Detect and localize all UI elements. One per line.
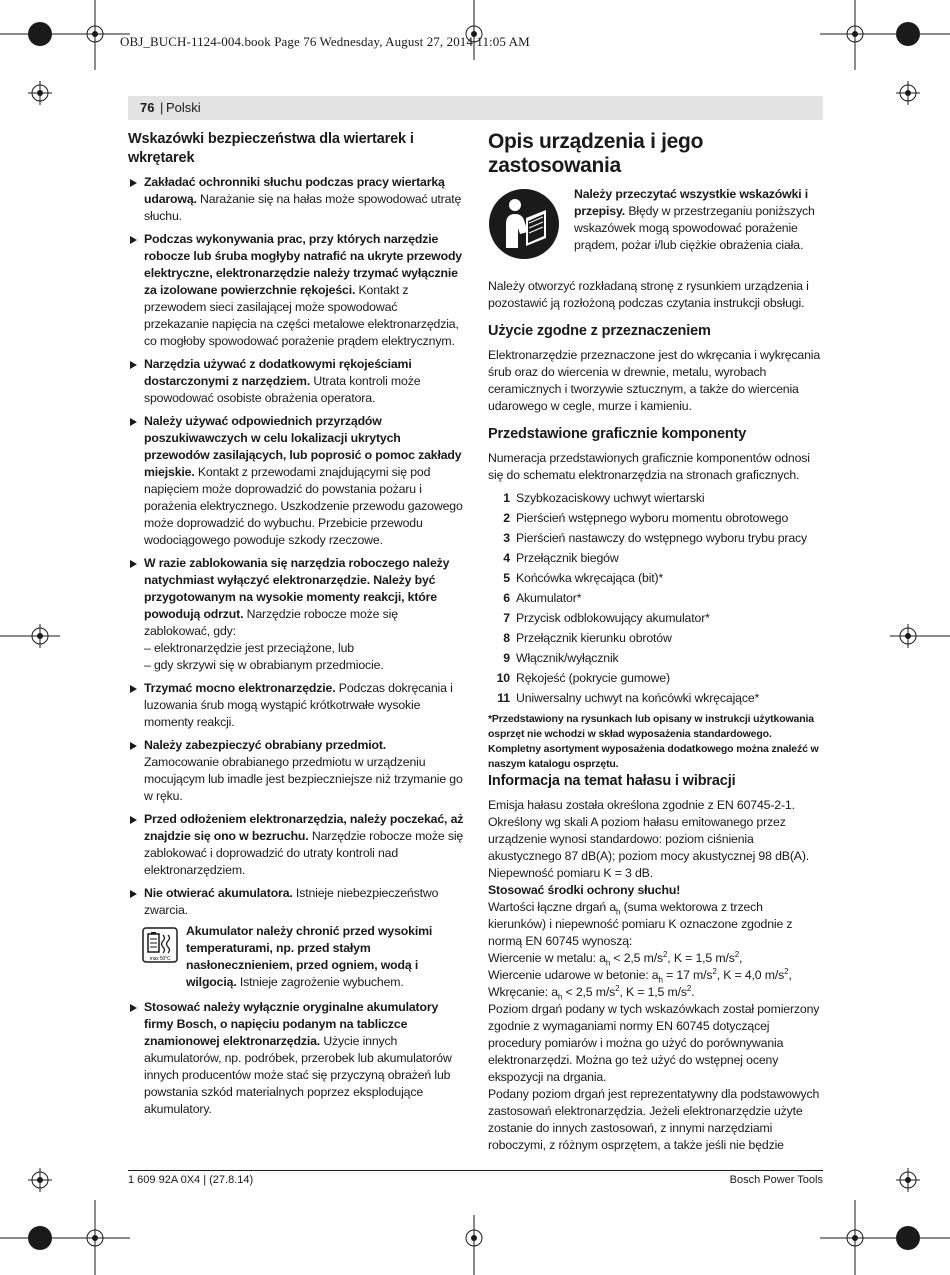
safety-title: Wskazówki bezpieczeństwa dla wiertarek i wkrętarek [128,131,414,166]
intro-text: Błędy w przestrzeganiu poniższych wskazówek mogą spowodować porażenie prądem, pożar i/lub ciężkie obrażenia ciała. [574,204,815,252]
slug-line: OBJ_BUCH-1124-004.book Page 76 Wednesday, August 27, 2014 11:05 AM [120,34,530,49]
intro-bold: Należy przeczytać wszystkie wskazówki i przepisy. [574,187,809,218]
list-item: 11 Uniwersalny uchwyt na końcówki wkręcające* [497,691,760,705]
page-header [128,96,823,120]
bullet-text: Kontakt z przewodem sieci zasilającej może spowodować przekazanie napięcia na części metalowe elektronarzędzia, co mogłoby spowodować porażenie prądem elektrycznym. [144,283,459,348]
bullet-triangle-icon [130,1004,137,1012]
accessory-footnote: *Przedstawiony na rysunkach lub opisany w instrukcji użytkowania osprzęt nie wchodzi w skład wyposażenia standardowego. Kompletny asortyment wyposażenia dodatkowego można znaleźć w naszym katalogu osprzętu. [488,713,819,770]
list-item: 4 Przełącznik biegów [503,551,619,565]
battery-warning-text: Istnieje zagrożenie wybuchem. [236,975,404,989]
bullet-bold: Należy używać odpowiednich przyrządów poszukiwawczych w celu lokalizacji ukrytych przewodów zasilających, lub poprosić o pomoc zakłady miejskie. [144,414,462,479]
header-language: Polski [166,100,201,115]
bullet-text: Utrata kontroli może spowodować osobiste obrażenia operatora. [144,374,421,405]
noise-title: Informacja na temat hałasu i wibracji [488,773,736,789]
vibration-intro: Wartości łączne drgań $a_h$ (suma wektorowa z trzech kierunków) i niepewność pomiaru K oznaczone zgodnie z normą EN 60745 wynoszą: [488,900,793,948]
bullet-text: Zamocowanie obrabianego przedmiotu w urządzeniu mocującym lub imadle jest bezpieczniejsze niż trzymanie go w ręku. [144,755,463,803]
bullet-item [128,811,464,879]
left-column [128,130,464,1124]
intended-use-title: Użycie zgodne z przeznaczeniem [488,323,711,339]
list-item: 7 Przycisk odblokowujący akumulator* [503,611,710,625]
list-item: 2 Pierścień wstępnego wyboru momentu obrotowego [503,511,789,525]
bullet-triangle-icon [130,816,137,824]
bullet-bold: Należy zabezpieczyć obrabiany przedmiot. [144,738,387,752]
bullet-item [128,231,464,350]
bullet-bold: Narzędzia używać z dodatkowymi rękojeściami dostarczonymi z narzędziem. [144,357,412,388]
hearing-protection-note: Stosować środki ochrony słuchu! [488,883,681,897]
bullet-triangle-icon [130,179,137,187]
battery-warning [128,923,464,993]
footer-doc-number: 1 609 92A 0X4 | (27.8.14) [128,1174,254,1186]
description-title: Opis urządzenia i jego zastosowania [488,130,704,177]
bullet-text: Narażanie się na hałas może spowodować utratę słuchu. [144,192,462,223]
footer-divider [128,1170,823,1171]
bullet-triangle-icon [130,560,137,568]
bullet-bold: Podczas wykonywania prac, przy których narzędzie robocze lub śruba mogłyby natrafić na ukryte przewody elektryczne, elektronarzędzie należy trzymać wyłącznie za izolowane powierzchnie rękojeści. [144,232,462,297]
page-number: 76 [140,100,155,115]
bullet-bold: Trzymać mocno elektronarzędzie. [144,681,336,695]
bullet-triangle-icon [130,890,137,898]
vibration-measurement: Poziom drgań podany w tych wskazówkach został pomierzony zgodnie z wymaganiami normy EN 60745 dotyczącej procedury pomiarów i można go użyć do porównywania elektronarzędzi. Można go też użyć do wstępnej oceny ekspozycji na drgania. [488,1002,820,1084]
vibration-concrete: Wiercenie udarowe w betonie: $a_h = 17$ $m/s^2$, K = 4,0 $m/s^2$, [488,966,792,985]
bullet-triangle-icon [130,685,137,693]
bullet-item [128,680,464,731]
right-column [488,130,824,1154]
vibration-screwdriving: Wkręcanie: $a_h < 2,5$ $m/s^2$, K = 1,5 $m/s^2$. [488,983,695,1002]
bullet-item [128,885,464,919]
bullet-bold: Przed odłożeniem elektronarzędzia, należy poczekać, aż znajdzie się ono w bezruchu. [144,812,464,843]
dash-item: – gdy skrzywi się w obrabianym przedmiocie. [144,658,384,672]
read-manual-icon [488,188,560,260]
intended-use-text: Elektronarzędzie przeznaczone jest do wkręcania i wykręcania śrub oraz do wiercenia w drewnie, metalu, wyrobach ceramicznych i tworzywie sztucznym, a także do wiercenia udarowego w cegle, murze i kamieniu. [488,348,821,413]
header-separator: | [160,100,164,115]
list-item: 10 Rękojeść (pokrycie gumowe) [496,671,670,685]
list-item: 5 Końcówka wkręcająca (bit)* [503,571,664,585]
bullet-item [128,356,464,407]
list-item: 1 Szybkozaciskowy uchwyt wiertarski [503,491,705,505]
list-item: 3 Pierścień nastawczy do wstępnego wyboru trybu pracy [503,531,808,545]
bullet-bold: Stosować należy wyłącznie oryginalne akumulatory firmy Bosch, o napięciu podanym na tabliczce znamionowej elektronarzędzia. [144,1000,439,1048]
bullet-bold: Zakładać ochronniki słuchu podczas pracy wiertarką udarową. [144,175,445,206]
bullet-text: Użycie innych akumulatorów, np. podróbek, przerobek lub akumulatorów innych producentów może stać się przyczyną obrażeń lub powstania szkód materialnych poprzez eksplodujące akumulatory. [144,1034,452,1116]
bullet-triangle-icon [130,236,137,244]
bullet-item [128,174,464,225]
bullet-text: Kontakt z przewodami znajdującymi się pod napięciem może doprowadzić do powstania pożaru i porażenia elektrycznego. Uszkodzenie przewodu gazowego może doprowadzić do wybuchu. Przebicie przewodu wodociągowego powoduje szkody rzeczowe. [144,465,463,547]
bullet-text: Podczas dokręcania i luzowania śrub mogą wystąpić krótkotrwałe wysokie momenty reakcji. [144,681,453,729]
bullet-triangle-icon [130,361,137,369]
bullet-text: Istnieje niebezpieczeństwo zwarcia. [144,886,439,917]
bullet-item [128,413,464,549]
noise-standard: Emisja hałasu została określona zgodnie z EN 60745-2-1. [488,798,795,812]
bullet-item [128,737,464,805]
bullet-triangle-icon [130,418,137,426]
list-item: 6 Akumulator* [503,591,582,605]
footer-brand: Bosch Power Tools [729,1174,823,1186]
bullet-text: Narzędzie robocze może się zablokować i doprowadzić do utraty kontroli nad elektronarzędziem. [144,829,464,877]
components-intro: Numeracja przedstawionych graficznie komponentów odnosi się do schematu elektronarzędzia na stronach graficznych. [488,451,810,482]
fold-out-text: Należy otworzyć rozkładaną stronę z rysunkiem urządzenia i pozostawić ją rozłożoną podczas czytania instrukcji obsługi. [488,279,809,310]
list-item: 9 Włącznik/wyłącznik [503,651,619,665]
bullet-triangle-icon [130,742,137,750]
battery-warning-bold: Akumulator należy chronić przed wysokimi temperaturami, np. przed stałym nasłonecznieniem, przed ogniem, wodą i wilgocią. [186,924,433,989]
battery-heat-icon [142,927,178,963]
bullet-item [128,999,464,1118]
bullet-text: Narzędzie robocze może się zablokować, gdy: [144,607,398,638]
vibration-representative: Podany poziom drgań jest reprezentatywny dla podstawowych zastosowań elektronarzędzia. Jeżeli elektronarzędzie użyte zostanie do innych zastosowań, z innymi narzędziami roboczymi, z różnym osprzętem, a także jeśli nie będzie [488,1087,820,1152]
dash-item: – elektronarzędzie jest przeciążone, lub [144,641,355,655]
components-list [488,488,824,708]
svg-text:max 50°C: max 50°C [149,956,171,962]
bullet-bold: Nie otwierać akumulatora. [144,886,293,900]
components-title: Przedstawione graficznie komponenty [488,426,747,442]
list-item: 8 Przełącznik kierunku obrotów [503,631,672,645]
vibration-metal: Wiercenie w metalu: $a_h < 2,5$ $m/s^2$, K = 1,5 $m/s^2$, [488,949,743,968]
read-instructions-block [488,186,824,264]
bullet-bold: W razie zablokowania się narzędzia roboczego należy natychmiast wyłączyć elektronarzędzie. Należy być przygotowanym na wysokie momenty reakcji, które powodują odrzut. [144,556,450,621]
noise-levels: Określony wg skali A poziom hałasu emitowanego przez urządzenie wynosi standardowo: poziom ciśnienia akustycznego 87 dB(A); poziom mocy akustycznej 98 dB(A). Niepewność pomiaru K = 3 dB. [488,815,810,880]
bullet-item [128,555,464,674]
